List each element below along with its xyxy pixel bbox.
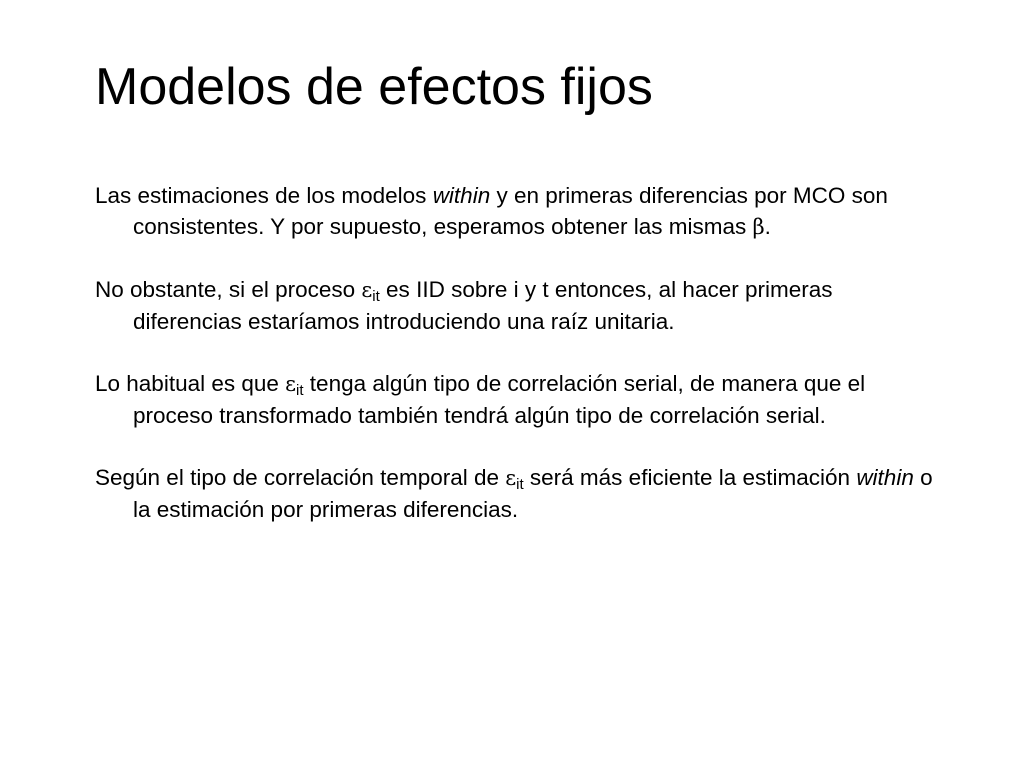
- paragraph-4: [95, 462, 945, 525]
- paragraph-3: [95, 368, 945, 431]
- subscript-it: it: [296, 382, 304, 399]
- text-span: tenga algún tipo de correlación serial, de manera que el proceso transformado también tendrá algún tipo de correlación serial.: [133, 371, 866, 428]
- text-span: .: [764, 214, 771, 239]
- text-span: No obstante, si el proceso: [95, 277, 362, 302]
- text-span: o la estimación por primeras diferencias.: [133, 465, 933, 522]
- slide-body: [95, 180, 945, 525]
- slide-title: Modelos de efectos fijos: [95, 58, 653, 116]
- epsilon-symbol: ε: [505, 466, 517, 490]
- subscript-it: it: [372, 288, 380, 305]
- paragraph-2: [95, 274, 945, 337]
- text-span: y en primeras diferencias por MCO son consistentes. Y por supuesto, esperamos obtener las mismas: [133, 183, 888, 239]
- text-span: Las estimaciones de los modelos: [95, 183, 433, 208]
- epsilon-symbol: ε: [361, 278, 373, 302]
- emphasis-within: within: [856, 465, 914, 490]
- beta-symbol: β: [752, 215, 765, 239]
- paragraph-1: [95, 180, 945, 243]
- text-span: es IID sobre i y t entonces, al hacer primeras diferencias estaríamos introduciendo una raíz unitaria.: [133, 277, 833, 334]
- text-span: Lo habitual es que: [95, 371, 286, 396]
- epsilon-symbol: ε: [285, 372, 297, 396]
- text-span: Según el tipo de correlación temporal de: [95, 465, 506, 490]
- emphasis-within: within: [432, 183, 491, 208]
- text-span: será más eficiente la estimación: [523, 465, 857, 490]
- subscript-it: it: [516, 476, 524, 493]
